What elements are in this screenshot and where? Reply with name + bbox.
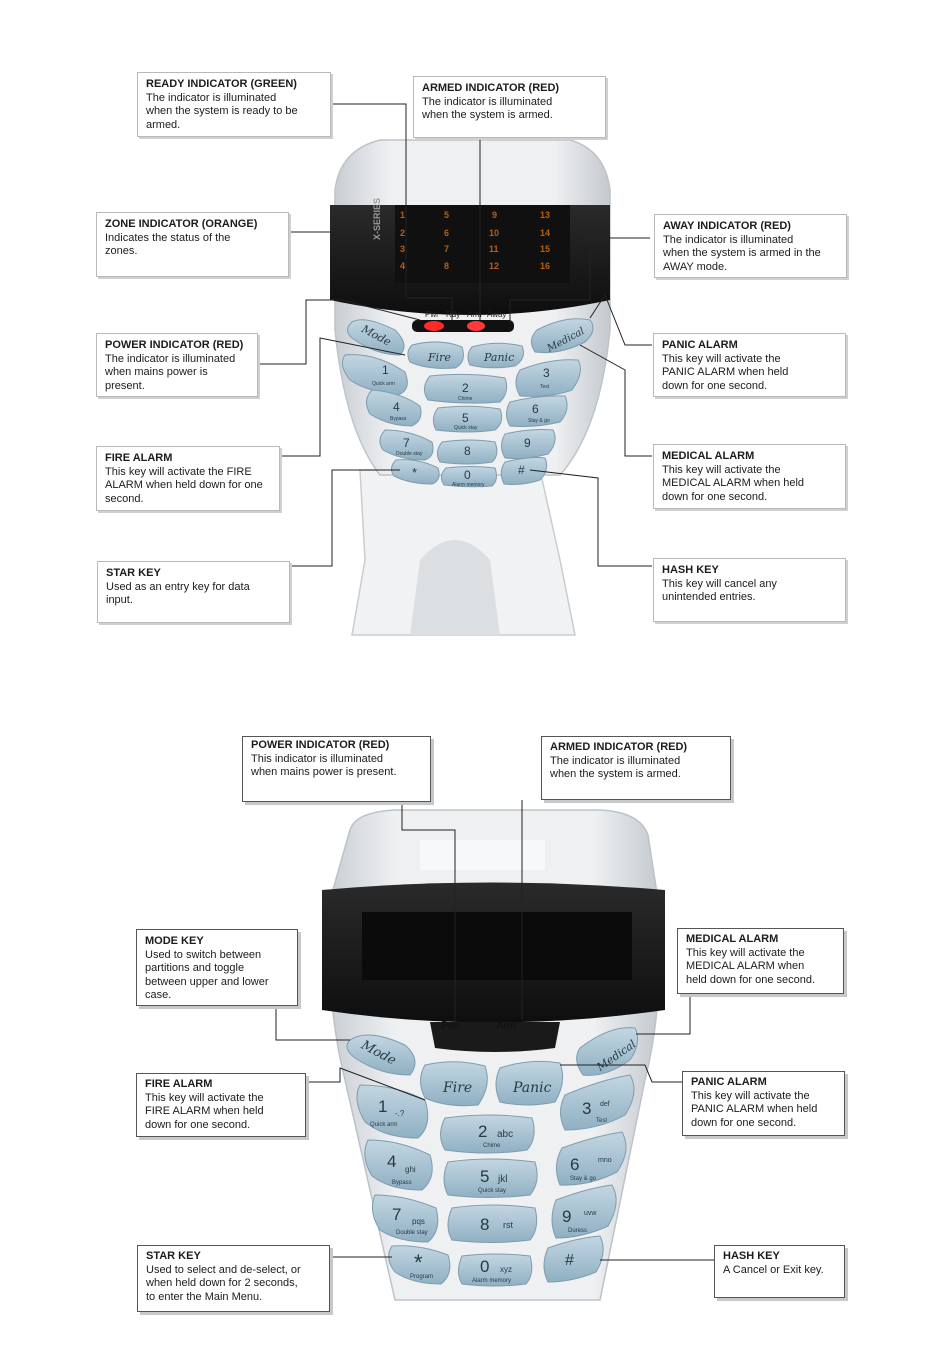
callout-zone-indicator — [96, 212, 289, 277]
callout-title: READY INDICATOR (GREEN) — [146, 78, 297, 90]
zone-3: 3 — [400, 244, 406, 254]
callout-title: STAR KEY — [106, 567, 161, 579]
callout-text: This key will activate the MEDICAL ALARM when held down for one second. — [686, 946, 816, 986]
key2-1-label: 1 — [378, 1097, 388, 1116]
callout-text: The indicator is illuminated when the system is armed. — [422, 95, 553, 121]
callout2-power-indicator — [242, 736, 431, 802]
key2-6-label: 6 — [570, 1155, 580, 1174]
zone-1: 1 — [400, 210, 406, 220]
callout-title: POWER INDICATOR (RED) — [251, 739, 390, 751]
key2-star-sub: Program — [410, 1274, 434, 1280]
label-arm: Arm — [467, 310, 482, 319]
callout-ready-indicator — [137, 72, 331, 137]
key2-0-letters: xyz — [500, 1265, 512, 1274]
zone-9: 9 — [492, 210, 498, 220]
callout-title: MEDICAL ALARM — [662, 450, 755, 462]
key1-6-label: 6 — [532, 402, 539, 416]
key2-9-letters: uvw — [584, 1210, 597, 1217]
key1-panic-label: Panic — [484, 351, 515, 364]
key2-4-sub: Bypass — [392, 1180, 412, 1186]
label-pwr: Pwr — [425, 310, 439, 319]
callout2-hash-key — [714, 1245, 845, 1298]
callout-text: A Cancel or Exit key. — [723, 1263, 824, 1276]
key1-3-label: 3 — [543, 366, 550, 380]
callout-title: FIRE ALARM — [105, 452, 173, 464]
key1-7-sub: Double stay — [396, 451, 423, 457]
zone-10: 10 — [489, 228, 500, 238]
callout-title: PANIC ALARM — [691, 1076, 767, 1088]
callout-text: This key will activate the FIRE ALARM when held down for one second. — [145, 1091, 264, 1131]
callout-title: ARMED INDICATOR (RED) — [422, 82, 560, 94]
callout-text: The indicator is illuminated when the system is ready to be armed. — [146, 91, 298, 131]
callout-title: POWER INDICATOR (RED) — [105, 339, 244, 351]
zone-16: 16 — [540, 261, 551, 271]
key1-4-label: 4 — [393, 400, 400, 414]
key2-8-label: 8 — [480, 1215, 490, 1234]
power-led — [424, 321, 444, 331]
key2-7-label: 7 — [392, 1205, 402, 1224]
zone-15: 15 — [540, 244, 551, 254]
key1-star-label: * — [412, 465, 418, 480]
callout2-mode-key — [136, 929, 298, 1006]
key2-fire-label: Fire — [443, 1080, 473, 1096]
keypad-2 — [322, 810, 665, 1300]
key2-0-label: 0 — [480, 1257, 490, 1276]
zone-12: 12 — [489, 261, 500, 271]
callout-title: ZONE INDICATOR (ORANGE) — [105, 218, 258, 230]
key2-0-sub: Alarm memory — [472, 1278, 512, 1284]
key1-fire-label: Fire — [428, 351, 451, 364]
callout-text: This key will activate the PANIC ALARM when held down for one second. — [691, 1089, 818, 1129]
callout-text: The indicator is illuminated when mains power is present. — [105, 352, 236, 392]
key2-hash-label: # — [565, 1252, 574, 1269]
callout-title: HASH KEY — [662, 564, 719, 576]
callout2-armed-indicator — [541, 736, 731, 800]
key2-star-label: * — [414, 1250, 423, 1275]
key2-8-letters: rst — [503, 1220, 513, 1230]
callout2-medical-alarm — [677, 928, 844, 994]
key1-9-label: 9 — [524, 436, 531, 450]
key1-0-sub: Alarm memory — [452, 482, 485, 488]
label-rdy: Rdy — [446, 310, 461, 319]
armed-led — [467, 321, 485, 331]
key1-5-sub: Quick stay — [454, 425, 478, 431]
key1-8-label: 8 — [464, 444, 471, 458]
callout-armed-indicator — [413, 76, 606, 138]
zone-8: 8 — [444, 261, 450, 271]
key2-2-sub: Chime — [483, 1143, 501, 1149]
callout-title: ARMED INDICATOR (RED) — [550, 741, 688, 753]
key2-2-letters: abc — [497, 1129, 514, 1140]
key2-9-label: 9 — [562, 1207, 572, 1226]
callout-text: Used as an entry key for data input. — [106, 580, 250, 606]
key1-mode-label: Mode — [359, 322, 394, 349]
key1-5-label: 5 — [462, 411, 469, 425]
label-arm-2: Arm — [496, 1020, 517, 1032]
callout-text: This key will activate the FIRE ALARM when held down for one second. — [105, 465, 263, 505]
key2-6-letters: mno — [598, 1157, 612, 1164]
zone-6: 6 — [444, 228, 450, 238]
key2-2-label: 2 — [478, 1122, 488, 1141]
callout-text: This indicator is illuminated when mains power is present. — [251, 752, 397, 778]
callout-text: Used to select and de-select, or when held down for 2 seconds, to enter the Main Menu. — [146, 1263, 301, 1303]
key1-2-sub: Chime — [458, 396, 473, 402]
key1-1-label: 1 — [382, 363, 389, 377]
key2-6-sub: Stay & go — [570, 1176, 597, 1182]
callout-title: FIRE ALARM — [145, 1078, 213, 1090]
key2-7-letters: pqs — [412, 1217, 425, 1226]
key2-1-letters: -.? — [395, 1109, 405, 1118]
key2-5-label: 5 — [480, 1167, 490, 1186]
key2-3-letters: def — [600, 1101, 610, 1108]
key2-panic-label: Panic — [513, 1080, 552, 1096]
key2-4-letters: ghi — [405, 1165, 416, 1174]
zone-14: 14 — [540, 228, 551, 238]
callout-title: MEDICAL ALARM — [686, 933, 779, 945]
callout-text: Indicates the status of the zones. — [105, 231, 231, 257]
callout2-panic-alarm — [682, 1071, 845, 1136]
key2-9-sub: Duress — [568, 1228, 588, 1234]
key1-2-label: 2 — [462, 381, 469, 395]
callout-title: HASH KEY — [723, 1250, 780, 1262]
key1-4-sub: Bypass — [390, 416, 407, 422]
callout-title: AWAY INDICATOR (RED) — [663, 220, 791, 232]
callout-text: This key will activate the PANIC ALARM when held down for one second. — [662, 352, 789, 392]
label-pwr-2: Pwr — [441, 1020, 460, 1032]
zone-4: 4 — [400, 261, 406, 271]
zone-11: 11 — [489, 244, 499, 254]
callout-text: Used to switch between partitions and toggle between upper and lower case. — [145, 948, 269, 1001]
key1-3-sub: Test — [540, 384, 550, 390]
key1-7-label: 7 — [403, 436, 410, 450]
callout-hash-key — [653, 558, 846, 622]
key2-3-label: 3 — [582, 1099, 592, 1118]
callout-star-key — [97, 561, 290, 623]
callout-text: The indicator is illuminated when the system is armed in the AWAY mode. — [663, 233, 821, 273]
callout-text: This key will activate the MEDICAL ALARM when held down for one second. — [662, 463, 805, 503]
callout-text: This key will cancel any unintended entries. — [662, 577, 777, 603]
key2-5-sub: Quick stay — [478, 1188, 507, 1194]
zone-2: 2 — [400, 228, 406, 238]
zone-13: 13 — [540, 210, 551, 220]
zone-5: 5 — [444, 210, 450, 220]
callout2-fire-alarm — [136, 1073, 306, 1137]
key2-1-sub: Quick arm — [370, 1122, 398, 1128]
callout-panic-alarm — [653, 333, 846, 397]
keypad-1 — [330, 140, 610, 635]
zone-7: 7 — [444, 244, 450, 254]
brand-label: X-SERIES — [372, 197, 382, 240]
callout2-star-key — [137, 1245, 330, 1312]
key1-medical-label: Medical — [545, 325, 587, 355]
key1-0-label: 0 — [464, 468, 471, 482]
key1-1-sub: Quick arm — [372, 381, 395, 387]
callout-away-indicator — [654, 214, 847, 278]
callout-power-indicator — [96, 333, 258, 397]
callout-fire-alarm — [96, 446, 280, 511]
key2-medical-label: Medical — [594, 1037, 639, 1074]
callout-title: PANIC ALARM — [662, 339, 738, 351]
key2-5-letters: jkl — [498, 1174, 508, 1185]
key2-3-sub: Test — [596, 1118, 608, 1124]
key2-8[interactable] — [448, 1205, 537, 1243]
key2-4-label: 4 — [387, 1152, 397, 1171]
key1-6-sub: Stay & go — [528, 418, 550, 424]
key1-hash-label: # — [518, 463, 525, 477]
callout-title: MODE KEY — [145, 935, 204, 947]
callout-title: STAR KEY — [146, 1250, 201, 1262]
label-away: Away — [487, 310, 507, 319]
key2-mode-label: Mode — [358, 1037, 399, 1069]
callout-medical-alarm — [653, 444, 846, 509]
key2-7-sub: Double stay — [396, 1230, 428, 1236]
callout-text: The indicator is illuminated when the system is armed. — [550, 754, 681, 780]
